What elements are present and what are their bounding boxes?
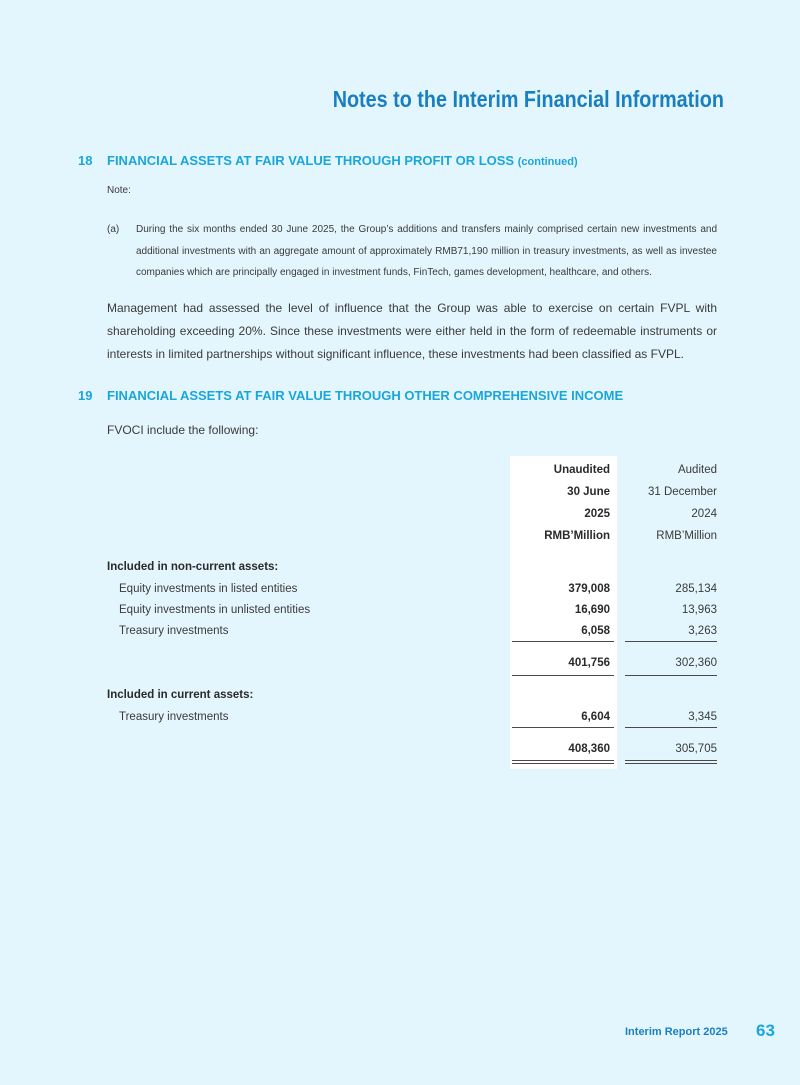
section-19-title: FINANCIAL ASSETS AT FAIR VALUE THROUGH OTHER COMPREHENSIVE INCOME: [107, 388, 624, 403]
table-row: [107, 711, 717, 731]
row-value-current: 6,604: [581, 711, 610, 723]
note-a-text: During the six months ended 30 June 2025, the Group’s additions and transfers mainly comprised certain new investments and additional investments with an aggregate amount of approximately RMB71,190 million in treasury investments, as well as investee companies which are principally engaged in investment funds, FinTech, games development, healthcare, and others.: [136, 224, 717, 278]
header-cell-prior: RMB’Million: [656, 530, 717, 542]
header-cell-current: RMB’Million: [544, 530, 610, 542]
subtotal-prior: 302,360: [675, 657, 717, 669]
report-name: Interim Report 2025: [625, 1026, 728, 1038]
total-rule: [512, 727, 614, 728]
row-label: Equity investments in listed entities: [119, 583, 298, 595]
subtotal-rule: [512, 641, 614, 642]
table-row: [107, 583, 717, 603]
table-header-row: [107, 530, 717, 550]
subtotal-row: [107, 657, 717, 677]
row-value-current: 379,008: [568, 583, 610, 595]
table-row: [107, 625, 717, 645]
fvoci-intro: FVOCI include the following:: [107, 423, 259, 437]
current-heading-row: [107, 689, 717, 709]
row-label: Treasury investments: [119, 711, 229, 723]
section-18-number: 18: [78, 153, 93, 168]
page-title: Notes to the Interim Financial Information: [332, 86, 724, 112]
header-cell-prior: Audited: [677, 464, 717, 476]
subtotal-rule: [625, 641, 717, 642]
section-18-title: FINANCIAL ASSETS AT FAIR VALUE THROUGH PROFIT OR LOSS: [107, 153, 515, 168]
noncurrent-heading: Included in non-current assets:: [107, 561, 279, 573]
section-18-heading: [78, 153, 578, 168]
grand-total-prior: 305,705: [675, 743, 717, 755]
section-19-heading: [78, 388, 623, 403]
table-row: [107, 604, 717, 624]
section-19-number: 19: [78, 388, 93, 403]
table-header-row: [107, 464, 717, 484]
table-header-row: [107, 508, 717, 528]
table-header-row: [107, 486, 717, 506]
management-paragraph: Management had assessed the level of influence that the Group was able to exercise on certain FVPL with shareholding exceeding 20%. Since these investments were either held in the form of redeemable instruments or interests in limited partnerships without significant influence, these investments had been classified as FVPL.: [107, 301, 717, 361]
grand-total-double-rule: [512, 760, 614, 764]
row-value-prior: 13,963: [681, 604, 717, 616]
header-cell-prior: 2024: [691, 508, 717, 520]
total-rule: [625, 727, 717, 728]
row-value-prior: 285,134: [675, 583, 717, 595]
grand-total-current: 408,360: [568, 743, 610, 755]
header-cell-prior: 31 December: [647, 486, 717, 498]
note-a: [107, 219, 717, 284]
page-number: 63: [756, 1021, 775, 1040]
header-cell-current: 30 June: [567, 486, 610, 498]
subtotal-current: 401,756: [568, 657, 610, 669]
row-value-current: 6,058: [581, 625, 610, 637]
header-cell-current: Unaudited: [553, 464, 610, 476]
grand-total-double-rule: [625, 760, 717, 764]
row-value-current: 16,690: [574, 604, 610, 616]
row-label: Equity investments in unlisted entities: [119, 604, 311, 616]
header-cell-current: 2025: [584, 508, 610, 520]
row-value-prior: 3,345: [688, 711, 717, 723]
noncurrent-heading-row: [107, 561, 717, 581]
subtotal-underline: [512, 675, 614, 676]
continued-label: (continued): [517, 156, 578, 168]
note-a-marker: (a): [107, 224, 120, 235]
note-label: Note:: [107, 185, 131, 196]
row-label: Treasury investments: [119, 625, 229, 637]
row-value-prior: 3,263: [688, 625, 717, 637]
current-heading: Included in current assets:: [107, 689, 254, 701]
subtotal-underline: [625, 675, 717, 676]
